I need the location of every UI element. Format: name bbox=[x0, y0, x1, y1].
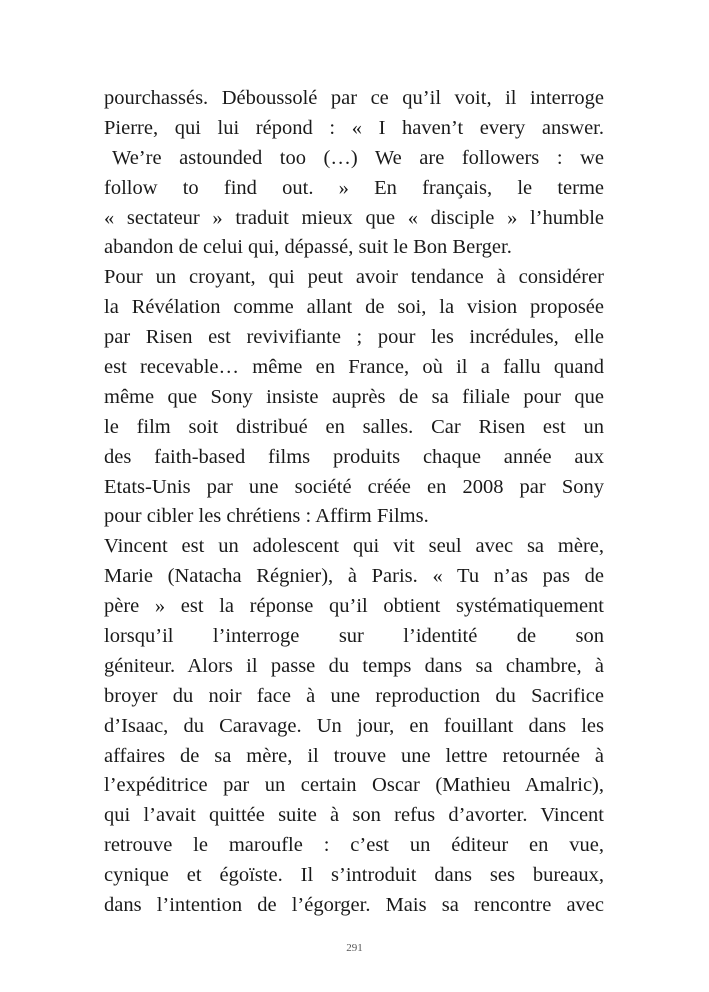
text-line: pour cibler les chrétiens : Affirm Films. bbox=[104, 505, 429, 528]
text-line: d’Isaac, du Caravage. Un jour, en fouillant dans les bbox=[104, 714, 604, 737]
text-line: Etats-Unis par une société créée en 2008 par Sony bbox=[104, 475, 604, 498]
text-line: affaires de sa mère, il trouve une lettre retournée à bbox=[104, 744, 604, 767]
text-line: même que Sony insiste auprès de sa filiale pour que bbox=[104, 385, 604, 408]
text-line: Vincent est un adolescent qui vit seul avec sa mère, bbox=[104, 535, 604, 558]
text-line: qui l’avait quittée suite à son refus d’avorter. Vincent bbox=[104, 804, 604, 827]
body-text bbox=[104, 84, 604, 921]
text-line: géniteur. Alors il passe du temps dans sa chambre, à bbox=[104, 654, 604, 677]
text-line: retrouve le maroufle : c’est un éditeur en vue, bbox=[104, 834, 604, 857]
text-line: l’expéditrice par un certain Oscar (Mathieu Amalric), bbox=[104, 774, 604, 797]
text-line: des faith-based films produits chaque année aux bbox=[104, 445, 604, 468]
text-line: par Risen est revivifiante ; pour les incrédules, elle bbox=[104, 326, 604, 349]
text-line: le film soit distribué en salles. Car Risen est un bbox=[104, 415, 604, 438]
text-line: broyer du noir face à une reproduction du Sacrifice bbox=[104, 684, 604, 707]
text-line: We’re astounded too (…) We are followers : we bbox=[112, 146, 604, 169]
page-number: 291 bbox=[346, 942, 363, 954]
text-line: lorsqu’il l’interroge sur l’identité de son bbox=[104, 625, 604, 648]
text-line: la Révélation comme allant de soi, la vision proposée bbox=[104, 296, 604, 319]
text-line: Pierre, qui lui répond : « I haven’t every answer. bbox=[104, 116, 604, 139]
text-line: « sectateur » traduit mieux que « disciple » l’humble bbox=[104, 206, 604, 229]
text-line: dans l’intention de l’égorger. Mais sa rencontre avec bbox=[104, 894, 604, 917]
text-line: abandon de celui qui, dépassé, suit le Bon Berger. bbox=[104, 236, 512, 259]
text-line: pourchassés. Déboussolé par ce qu’il voit, il interroge bbox=[104, 87, 604, 109]
text-line: père » est la réponse qu’il obtient systématiquement bbox=[104, 595, 604, 618]
text-line: est recevable… même en France, où il a fallu quand bbox=[104, 356, 604, 379]
text-line: Marie (Natacha Régnier), à Paris. « Tu n’as pas de bbox=[104, 565, 604, 588]
text-line: follow to find out. » En français, le terme bbox=[104, 176, 604, 199]
text-line: cynique et égoïste. Il s’introduit dans ses bureaux, bbox=[104, 864, 604, 887]
text-line: Pour un croyant, qui peut avoir tendance à considérer bbox=[104, 266, 604, 289]
